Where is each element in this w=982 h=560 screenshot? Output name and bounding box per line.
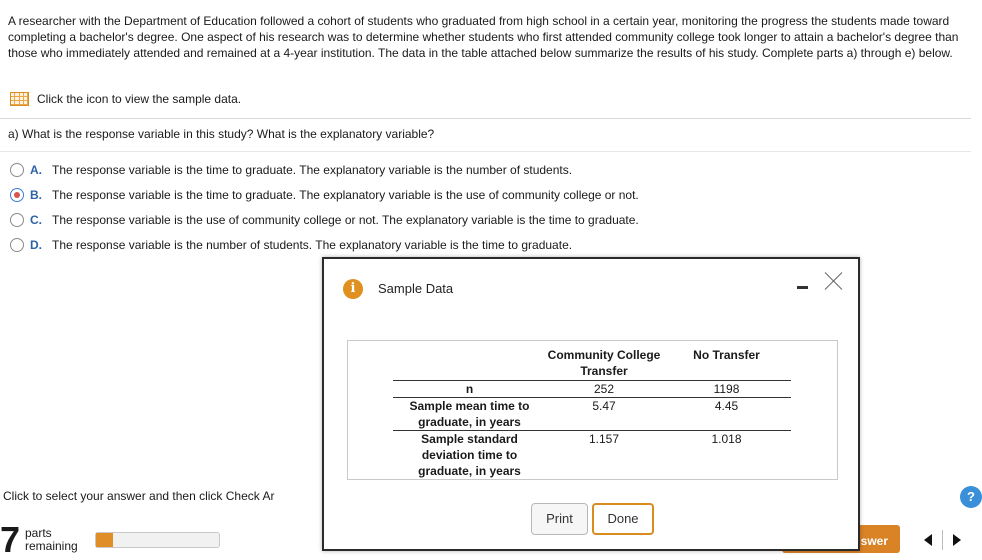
arrow-right-icon <box>953 534 961 546</box>
option-letter: A. <box>30 163 42 177</box>
table-cell: 252 <box>546 381 662 398</box>
parts-remaining-count: 7 <box>0 519 21 560</box>
radio-button[interactable] <box>10 238 24 252</box>
table-cell: 1.157 <box>588 432 620 446</box>
table-cell: 1198 <box>662 381 791 398</box>
sample-data-link[interactable] <box>10 92 241 106</box>
info-icon: i <box>343 279 363 299</box>
previous-button[interactable] <box>914 526 942 553</box>
help-icon[interactable]: ? <box>960 486 982 508</box>
progress-fill <box>96 533 113 547</box>
done-button[interactable]: Done <box>592 503 654 535</box>
arrow-left-icon <box>924 534 932 546</box>
next-button[interactable] <box>943 526 971 553</box>
row-header: n <box>393 381 546 398</box>
option-a[interactable] <box>10 163 572 177</box>
option-letter: C. <box>30 213 42 227</box>
option-c[interactable] <box>10 213 639 227</box>
footer-instruction: Click to select your answer and then click Check Ar <box>3 489 275 503</box>
table-cell: 5.47 <box>546 398 662 431</box>
option-b[interactable] <box>10 188 639 202</box>
minimize-icon[interactable] <box>797 286 808 289</box>
table-cell: 4.45 <box>662 398 791 431</box>
table-grid-icon[interactable] <box>10 92 29 106</box>
radio-button[interactable] <box>10 163 24 177</box>
table-row <box>393 398 791 431</box>
problem-intro: A researcher with the Department of Education followed a cohort of students who graduated from high school in a certain year, monitoring the progress the students made toward completing a bachelor's degree. One aspect of his research was to determine whether students who first attended community college took longer to attain a bachelor's degree than those who immediately attended and remained at a 4-year institution. The data in the table attached below summarize the results of his study. Complete parts a) through e) below. <box>8 14 959 60</box>
divider <box>0 118 971 119</box>
table-row <box>393 381 791 398</box>
divider <box>0 151 971 152</box>
sample-data-dialog <box>322 257 860 551</box>
table-row <box>393 431 791 480</box>
option-d[interactable] <box>10 238 572 252</box>
option-text: The response variable is the use of community college or not. The explanatory variable is the time to graduate. <box>52 213 639 227</box>
parts-remaining-label: parts remaining <box>25 526 78 553</box>
sample-data-table <box>393 347 791 479</box>
column-header-community-college: Community College Transfer <box>546 347 662 381</box>
option-letter: D. <box>30 238 42 252</box>
option-text: The response variable is the number of students. The explanatory variable is the time to graduate. <box>52 238 573 252</box>
print-button[interactable]: Print <box>531 503 588 535</box>
option-text: The response variable is the time to graduate. The explanatory variable is the use of community college or not. <box>52 188 639 202</box>
option-text: The response variable is the time to graduate. The explanatory variable is the number of students. <box>52 163 573 177</box>
progress-bar <box>95 532 220 548</box>
table-corner-header <box>393 347 546 381</box>
radio-button[interactable] <box>10 213 24 227</box>
row-header: Sample mean time to graduate, in years <box>393 398 546 431</box>
radio-button-selected[interactable] <box>10 188 24 202</box>
check-answer-button[interactable]: swer <box>782 525 900 553</box>
question-text: a) What is the response variable in this study? What is the explanatory variable? <box>8 127 435 141</box>
close-icon[interactable] <box>824 271 844 291</box>
row-header: Sample standard deviation time to graduate, in years <box>418 432 521 478</box>
column-header-no-transfer: No Transfer <box>662 347 791 381</box>
sample-data-table-box <box>347 340 838 480</box>
dialog-title: Sample Data <box>378 281 454 296</box>
sample-data-link-text: Click the icon to view the sample data. <box>37 92 242 106</box>
option-letter: B. <box>30 188 42 202</box>
table-cell: 1.018 <box>711 432 742 446</box>
